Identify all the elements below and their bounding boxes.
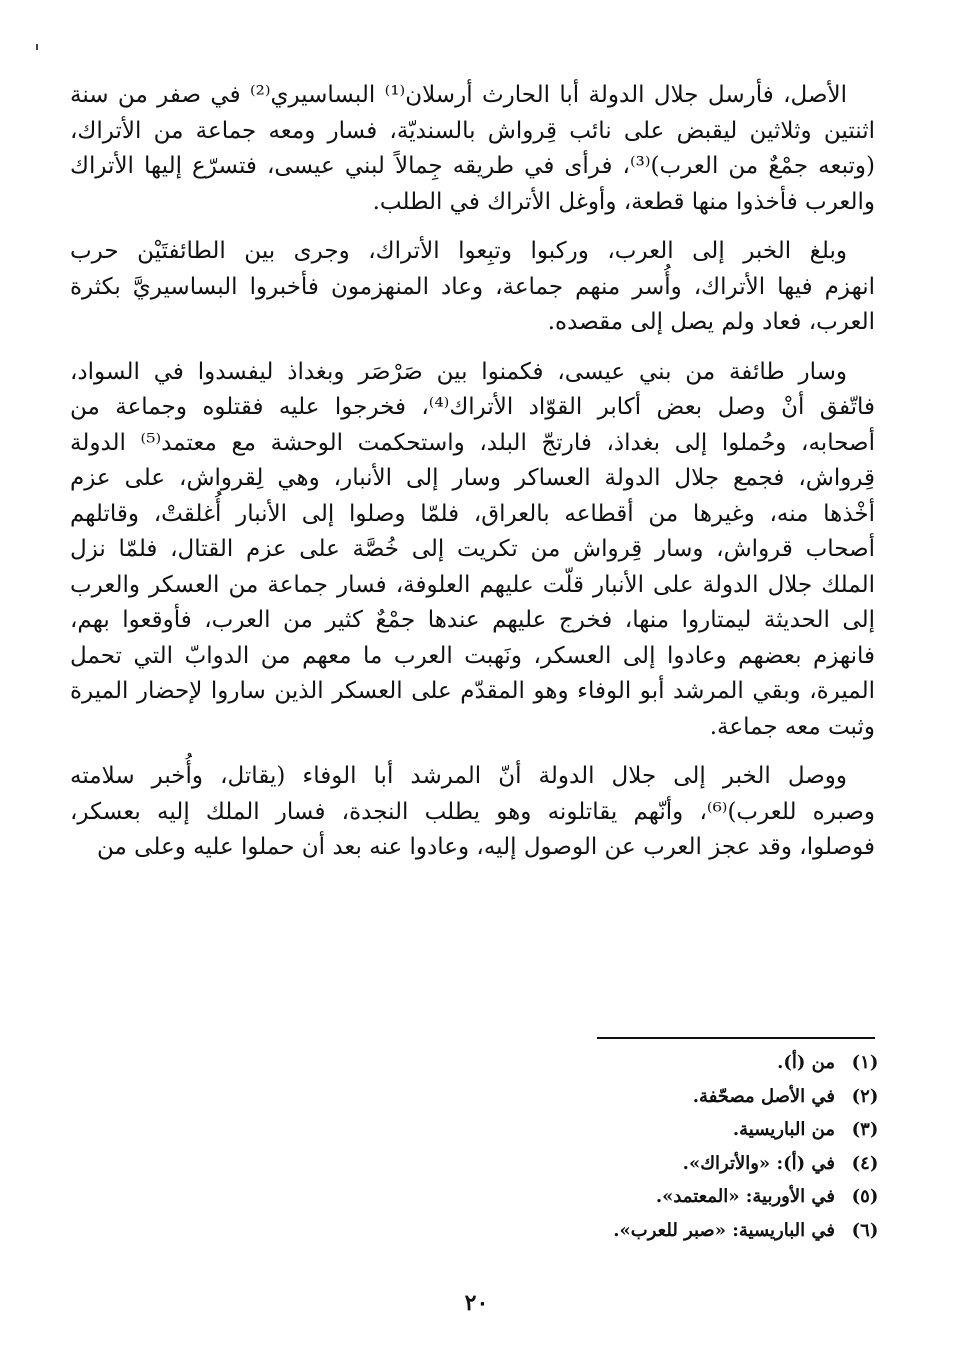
- paragraph: [70, 234, 875, 341]
- footnote-text: من (أ).: [777, 1052, 835, 1073]
- text-line: أصحابه، وحُملوا إلى بغداذ، فارتجّ البلد، واستحكمت الوحشة مع معتمد⁽⁵⁾ الدولة: [70, 429, 875, 456]
- scan-speck: [36, 44, 38, 50]
- text-line: فانهزم بعضهم وعادوا إلى العسكر، ونَهبت العرب ما معهم من الدوابّ التي تحمل: [70, 642, 875, 669]
- text-line: والعرب فأخذوا منها قطعة، وأوغل الأتراك في الطلب.: [372, 188, 875, 215]
- footnote-separator: [597, 1037, 875, 1039]
- text-line: قِرواش، فجمع جلال الدولة العساكر وسار إلى الأنبار، وهي لِقرواش، على عزم: [70, 465, 875, 491]
- footnote-number: (٦): [851, 1219, 879, 1241]
- text-line: الأصل، فأرسل جلال الدولة أبا الحارث أرسلان⁽¹⁾ البساسيري⁽²⁾ في صفر من سنة: [70, 82, 847, 108]
- text-line: فوصلوا، وقد عجز العرب عن الوصول إليه، وعادوا عنه بعد أن حملوا عليه وعلى من: [97, 834, 875, 860]
- text-line: الميرة، وبقي المرشد أبو الوفاء وهو المقدّم على العسكر الذين ساروا لإحضار الميرة: [70, 678, 875, 704]
- footnote-text: في الأوربية: «المعتمد».: [655, 1186, 835, 1207]
- footnote: [335, 1147, 895, 1181]
- footnote-number: (١): [851, 1052, 879, 1073]
- paragraph: [70, 759, 875, 866]
- footnote-number: (٣): [851, 1119, 879, 1140]
- footnotes: [335, 1046, 895, 1247]
- footnote-text: في (أ): «والأتراك».: [682, 1152, 835, 1174]
- text-line: وبلغ الخبر إلى العرب، وركبوا وتبِعوا الأتراك، وجرى بين الطائفتَيْن حرب: [70, 238, 847, 264]
- text-line: وثبت معه جماعة.: [709, 713, 875, 740]
- footnote-text: من الباريسية.: [732, 1119, 835, 1140]
- footnote-text: في الباريسية: «صبر للعرب».: [613, 1219, 835, 1241]
- text-line: فاتّفق أنْ وصل بعض أكابر القوّاد الأتراك⁽⁴⁾، فخرجوا عليه فقتلوه وجماعة من: [70, 394, 875, 420]
- text-line: أخْذها منه، وغيرها من أقطاعه بالعراق، فلمّا وصلوا إلى الأنبار أُغلقتْ، وقاتلهم: [70, 500, 875, 527]
- footnote: [335, 1113, 895, 1147]
- footnote-number: (٥): [851, 1186, 879, 1207]
- text-line: الملك جلال الدولة على الأنبار قلّت عليهم العلوفة، فسار جماعة من العسكر والعرب: [70, 571, 875, 598]
- page-number: ٢٠: [464, 1290, 489, 1316]
- text-line: أصحاب قرواش، وسار قِرواش من تكريت إلى خُصَّة على عزم القتال، فلمّا نزل: [70, 536, 875, 562]
- body-text: [70, 78, 875, 866]
- text-line: ووصل الخبر إلى جلال الدولة أنّ المرشد أبا الوفاء (يقاتل، وأُخبر سلامته: [70, 763, 847, 789]
- text-line: (وتبعه جمْعٌ من العرب)⁽³⁾، فرأى في طريقه جِمالاً لبني عيسى، فتسرّع إليها الأتراك: [70, 153, 876, 179]
- footnote-text: في الأصل مصحّفة.: [692, 1085, 835, 1107]
- footnote: [335, 1080, 895, 1114]
- text-line: وسار طائفة من بني عيسى، فكمنوا بين صَرْصَر وبغداذ ليفسدوا في السواد،: [70, 358, 847, 385]
- text-line: اثنتين وثلاثين ليقبض على نائب قِرواش بالسنديّة، فسار ومعه جماعة من الأتراك،: [70, 117, 875, 144]
- text-line: انهزم فيها الأتراك، وأُسر منهم جماعة، وعاد المنهزمون فأخبروا البساسيريَّ بكثرة: [70, 273, 875, 300]
- footnote: [335, 1180, 895, 1214]
- footnote: [335, 1046, 895, 1080]
- paragraph: [70, 355, 875, 746]
- text-line: وصبره للعرب)⁽⁶⁾، وأنّهم يقاتلونه وهو يطلب النجدة، فسار الملك إليه بعسكر،: [70, 798, 876, 825]
- footnote-number: (٢): [851, 1085, 879, 1107]
- paragraph: [70, 78, 875, 220]
- text-line: إلى الحديثة ليمتاروا منها، فخرج عليهم عندها جمْعٌ كثير من العرب، فأوقعوا بهم،: [70, 607, 875, 633]
- footnote: [335, 1214, 895, 1248]
- footnote-number: (٤): [851, 1152, 879, 1174]
- text-line: العرب، فعاد ولم يصل إلى مقصده.: [547, 309, 875, 335]
